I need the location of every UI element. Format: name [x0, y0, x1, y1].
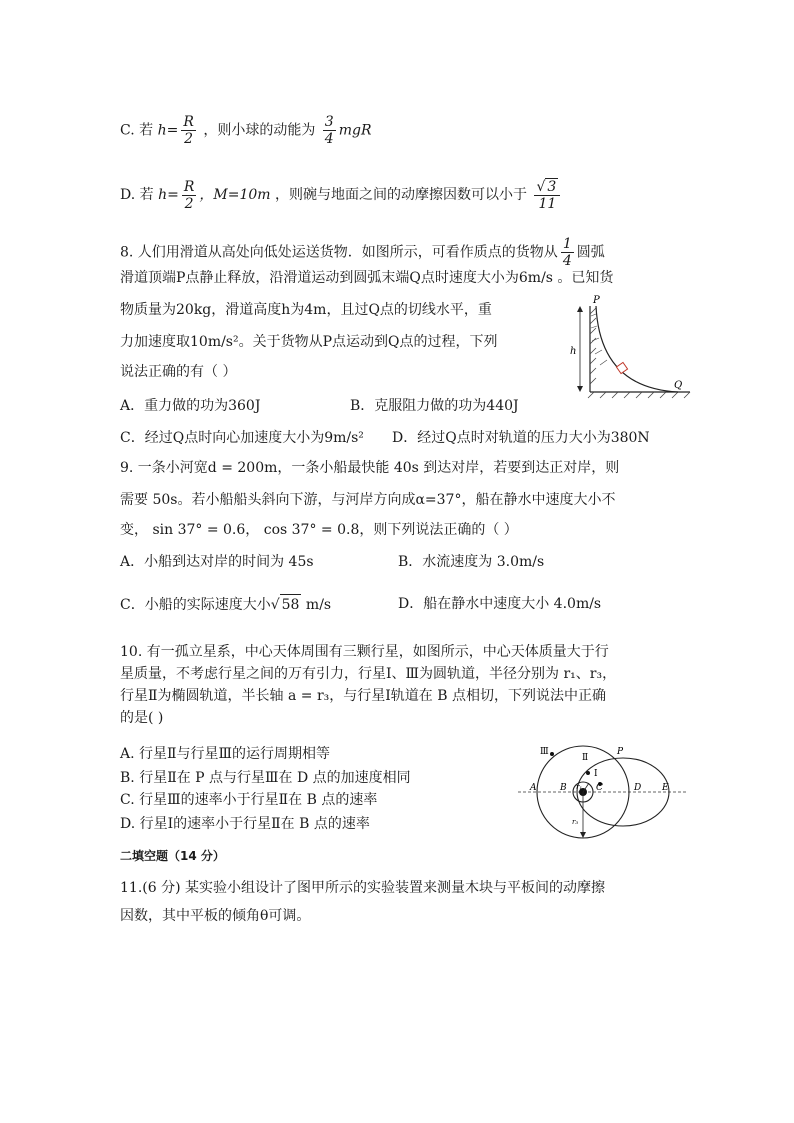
- q9-stem-line2: 需要 50s。若小船船头斜向下游，与河岸方向成α=37°，船在静水中速度大小不: [120, 492, 616, 508]
- label-p: P: [593, 295, 600, 306]
- q8-stem-line2: 滑道顶端P点静止释放，沿滑道运动到圆弧末端Q点时速度大小为6m/s 。已知货: [120, 270, 614, 286]
- q7-option-d: D. 若 h= $\frac{R}{2}$ ，M=10m ，则碗与地面之间的动摩擦因数可以小于 $\frac{√ 3}{11}$: [120, 178, 563, 212]
- q8-option-d: D．经过Q点时对轨道的压力大小为380N: [392, 430, 650, 446]
- label-p: P: [617, 747, 624, 757]
- q10-stem-line3: 行星Ⅱ为椭圆轨道，半长轴 a = r₃，与行星Ⅰ轨道在 B 点相切，下列说法中正确: [120, 688, 606, 704]
- label-ii: Ⅱ: [582, 753, 589, 763]
- q10-option-d: D. 行星Ⅰ的速率小于行星Ⅱ在 B 点的速率: [120, 816, 370, 832]
- q9-option-d: D．船在静水中速度大小 4.0m/s: [398, 596, 602, 612]
- planet-ii: [586, 771, 590, 775]
- label-e: E: [662, 783, 669, 793]
- label-d: D: [634, 783, 642, 793]
- wall-hatch: [590, 308, 596, 384]
- q8-stem-line4: 力加速度取10m/s²。关于货物从P点运动到Q点的过程，下列: [120, 334, 498, 350]
- label-c: C: [596, 783, 603, 793]
- fraction-r-over-2: $\frac{R}{2}$: [183, 114, 194, 147]
- q9-option-b: B．水流速度为 3.0m/s: [398, 554, 545, 570]
- q8-stem-line5: 说法正确的有（ ）: [120, 364, 237, 380]
- ground-hatch: [588, 392, 690, 398]
- q8-option-b: B．克服阻力做的功为440J: [350, 398, 519, 414]
- q8-option-a: A．重力做的功为360J: [120, 398, 261, 414]
- fraction-1-over-4: $\frac{1}{4}$: [562, 236, 572, 269]
- fraction-sqrt3-over-11: $\frac{√ 3}{11}$: [534, 178, 560, 212]
- planet-iii: [550, 752, 554, 756]
- q10-stem-line1: 10. 有一孤立星系，中心天体周围有三颗行星，如图所示，中心天体质量大于行: [120, 644, 609, 660]
- q9-stem-line1: 9. 一条小河宽d = 200m，一条小船最快能 40s 到达对岸，若要到达正对岸，则: [120, 460, 620, 476]
- q7-option-c: C. 若 h= $\frac{R}{2}$ ，则小球的动能为 $\frac{3}{4}$ mgR: [120, 114, 372, 147]
- q10-orbit-figure: [516, 740, 688, 840]
- q8-stem-line1: 8. 人们用滑道从高处向低处运送货物．如图所示，可看作质点的货物从 $\frac{1}{4}$ 圆弧: [120, 236, 605, 269]
- q9-option-c: C．小船的实际速度大小√ 58 m/s: [120, 594, 331, 615]
- q10-option-b: B. 行星Ⅱ在 P 点与行星Ⅲ在 D 点的加速度相同: [120, 770, 411, 786]
- section-title: 二填空题（14 分）: [120, 849, 225, 863]
- label-r3: r₃: [572, 818, 579, 826]
- q9-option-a: A．小船到达对岸的时间为 45s: [120, 554, 314, 570]
- label-b: B: [560, 783, 567, 793]
- q10-option-c: C. 行星Ⅲ的速率小于行星Ⅱ在 B 点的速率: [120, 792, 378, 808]
- q8-slide-figure: [560, 294, 700, 402]
- q10-stem-line4: 的是( ): [120, 710, 164, 726]
- q9-stem-line3: 变， sin 37° = 0.6， cos 37° = 0.8，则下列说法正确的（ ）: [120, 522, 518, 538]
- label-q: Q: [674, 380, 683, 391]
- label-h: h: [570, 346, 577, 357]
- q11-stem-line1: 11.(6 分) 某实验小组设计了图甲所示的实验装置来测量木块与平板间的动摩擦: [120, 880, 605, 896]
- label-iii: Ⅲ: [540, 747, 549, 757]
- q8-stem-line3: 物质量为20kg，滑道高度h为4m，且过Q点的切线水平，重: [120, 302, 492, 318]
- q10-option-a: A. 行星Ⅱ与行星Ⅲ的运行周期相等: [120, 746, 331, 762]
- fraction-3-over-4: $\frac{3}{4}$: [324, 114, 334, 147]
- fraction-r-over-2: $\frac{R}{2}$: [183, 178, 195, 212]
- q8-option-c: C．经过Q点时向心加速度大小为9m/s²: [120, 430, 364, 446]
- q10-stem-line2: 星质量，不考虑行星之间的万有引力，行星Ⅰ、Ⅲ为圆轨道，半径分别为 r₁、r₃，: [120, 666, 617, 682]
- label-r1: r₁: [576, 783, 583, 791]
- track-hatch: [591, 314, 607, 365]
- arc-track: [596, 306, 678, 392]
- q11-stem-line2: 因数，其中平板的倾角θ可调。: [120, 908, 311, 924]
- label-a: A: [530, 783, 537, 793]
- label-i: Ⅰ: [594, 769, 598, 779]
- cargo-block: [616, 362, 627, 373]
